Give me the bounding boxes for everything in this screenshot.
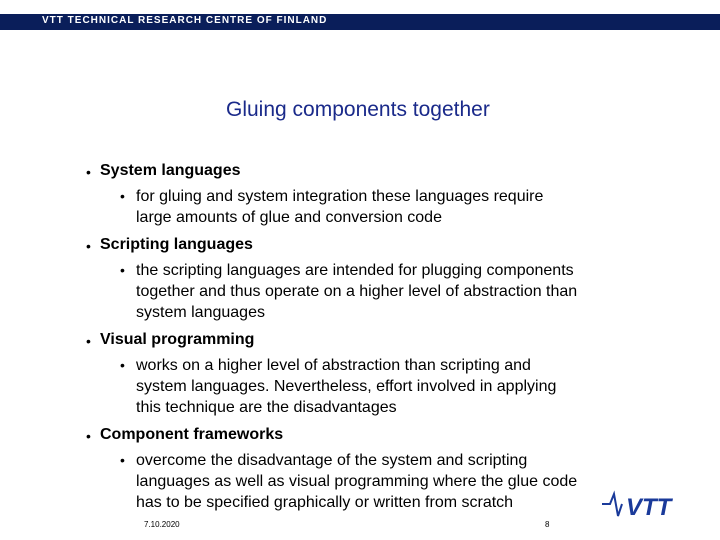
- org-name: VTT TECHNICAL RESEARCH CENTRE OF FINLAND: [42, 15, 328, 26]
- section-line: together and thus operate on a higher level of abstraction than: [136, 283, 578, 300]
- section-line: works on a higher level of abstraction than scripting and: [136, 357, 531, 374]
- bullet-icon: •: [86, 428, 91, 444]
- section-line: system languages: [136, 304, 265, 321]
- section-line: overcome the disadvantage of the system and scripting: [136, 452, 528, 469]
- section-line: languages as well as visual programming where the glue code: [136, 473, 578, 490]
- section-heading: System languages: [100, 162, 241, 179]
- sub-bullet-icon: •: [120, 188, 125, 204]
- bullet-icon: •: [86, 164, 91, 180]
- sub-bullet-icon: •: [120, 357, 125, 373]
- section-line: this technique are the disadvantages: [136, 399, 397, 416]
- section-line: large amounts of glue and conversion code: [136, 209, 442, 226]
- sub-bullet-icon: •: [120, 262, 125, 278]
- vtt-logo-icon: [600, 488, 680, 522]
- section-heading: Component frameworks: [100, 426, 284, 443]
- bullet-icon: •: [86, 333, 91, 349]
- page-number: 8: [545, 520, 550, 529]
- section-line: the scripting languages are intended for plugging components: [136, 262, 574, 279]
- logo-text: VTT: [626, 494, 672, 521]
- section-line: for gluing and system integration these languages require: [136, 188, 544, 205]
- sub-bullet-icon: •: [120, 452, 125, 468]
- section-heading: Scripting languages: [100, 236, 253, 253]
- section-heading: Visual programming: [100, 331, 255, 348]
- footer-date: 7.10.2020: [144, 520, 180, 529]
- slide-title: Gluing components together: [226, 98, 490, 121]
- section-line: has to be specified graphically or written from scratch: [136, 494, 514, 511]
- section-line: system languages. Nevertheless, effort involved in applying: [136, 378, 557, 395]
- bullet-icon: •: [86, 238, 91, 254]
